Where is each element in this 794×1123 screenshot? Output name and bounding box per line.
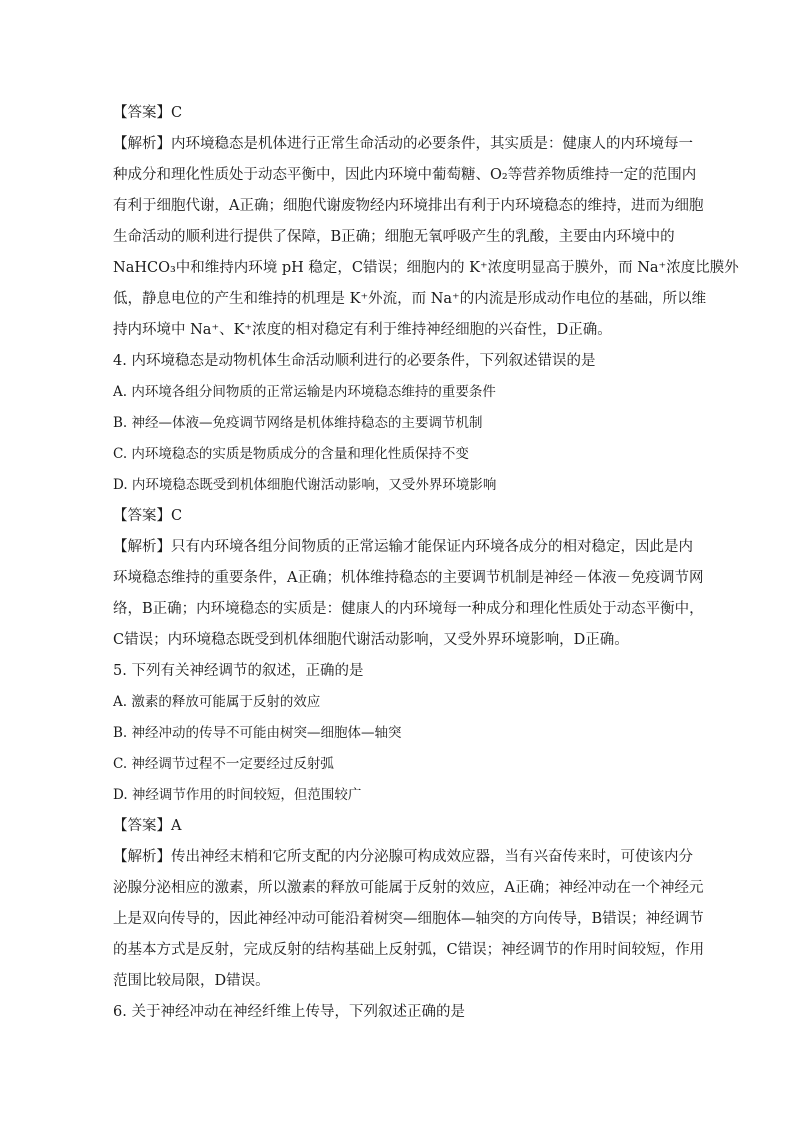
answer-label: 【答案】C <box>113 105 183 121</box>
explanation-line: NaHCO₃中和维持内环境 pH 稳定，C错误；细胞内的 K⁺浓度明显高于膜外，而 Na⁺浓度比膜外 <box>113 260 739 276</box>
option-b: B. 神经—体液—免疫调节网络是机体维持稳态的主要调节机制 <box>113 415 483 431</box>
question-stem: 4. 内环境稳态是动物机体生命活动顺利进行的必要条件，下列叙述错误的是 <box>113 353 596 369</box>
explanation-line: 络，B正确；内环境稳态的实质是：健康人的内环境每一种成分和理化性质处于动态平衡中， <box>113 601 704 617</box>
option-a: A. 激素的释放可能属于反射的效应 <box>113 694 321 710</box>
option-c: C. 内环境稳态的实质是物质成分的含量和理化性质保持不变 <box>113 446 469 462</box>
explanation-line: 有利于细胞代谢，A正确；细胞代谢废物经内环境排出有利于内环境稳态的维持，进而为细胞 <box>113 198 704 214</box>
document-page <box>113 98 739 1028</box>
explanation-line: 泌腺分泌相应的激素，所以激素的释放可能属于反射的效应，A正确；神经冲动在一个神经元 <box>113 880 704 896</box>
explanation-line: 持内环境中 Na⁺、K⁺浓度的相对稳定有利于维持神经细胞的兴奋性，D正确。 <box>113 322 612 338</box>
explanation-line: 【解析】只有内环境各组分间物质的正常运输才能保证内环境各成分的相对稳定，因此是内 <box>113 539 693 555</box>
option-b: B. 神经冲动的传导不可能由树突—细胞体—轴突 <box>113 725 402 741</box>
explanation-line: 生命活动的顺利进行提供了保障，B正确；细胞无氧呼吸产生的乳酸，主要由内环境中的 <box>113 229 675 245</box>
option-d: D. 内环境稳态既受到机体细胞代谢活动影响，又受外界环境影响 <box>113 477 497 493</box>
question-stem: 5. 下列有关神经调节的叙述，正确的是 <box>113 663 364 679</box>
option-d: D. 神经调节作用的时间较短，但范围较广 <box>113 787 362 803</box>
answer-label: 【答案】C <box>113 508 183 524</box>
explanation-line: 【解析】传出神经末梢和它所支配的内分泌腺可构成效应器，当有兴奋传来时，可使该内分 <box>113 849 693 865</box>
explanation-line: 种成分和理化性质处于动态平衡中，因此内环境中葡萄糖、O₂等营养物质维持一定的范围内 <box>113 167 697 183</box>
explanation-line: 上是双向传导的，因此神经冲动可能沿着树突—细胞体—轴突的方向传导，B错误；神经调节 <box>113 911 704 927</box>
explanation-line: 范围比较局限，D错误。 <box>113 973 270 989</box>
explanation-line: 【解析】内环境稳态是机体进行正常生命活动的必要条件，其实质是：健康人的内环境每一 <box>113 136 693 152</box>
option-c: C. 神经调节过程不一定要经过反射弧 <box>113 756 334 772</box>
explanation-line: 的基本方式是反射，完成反射的结构基础上反射弧，C错误；神经调节的作用时间较短，作用 <box>113 942 705 958</box>
answer-label: 【答案】A <box>113 818 182 834</box>
question-stem: 6. 关于神经冲动在神经纤维上传导，下列叙述正确的是 <box>113 1004 465 1020</box>
option-a: A. 内环境各组分间物质的正常运输是内环境稳态维持的重要条件 <box>113 384 496 400</box>
explanation-line: 环境稳态维持的重要条件，A正确；机体维持稳态的主要调节机制是神经－体液－免疫调节网 <box>113 570 704 586</box>
explanation-line: 低，静息电位的产生和维持的机理是 K⁺外流，而 Na⁺的内流是形成动作电位的基础，所以维 <box>113 291 707 307</box>
explanation-line: C错误；内环境稳态既受到机体细胞代谢活动影响，又受外界环境影响，D正确。 <box>113 632 629 648</box>
